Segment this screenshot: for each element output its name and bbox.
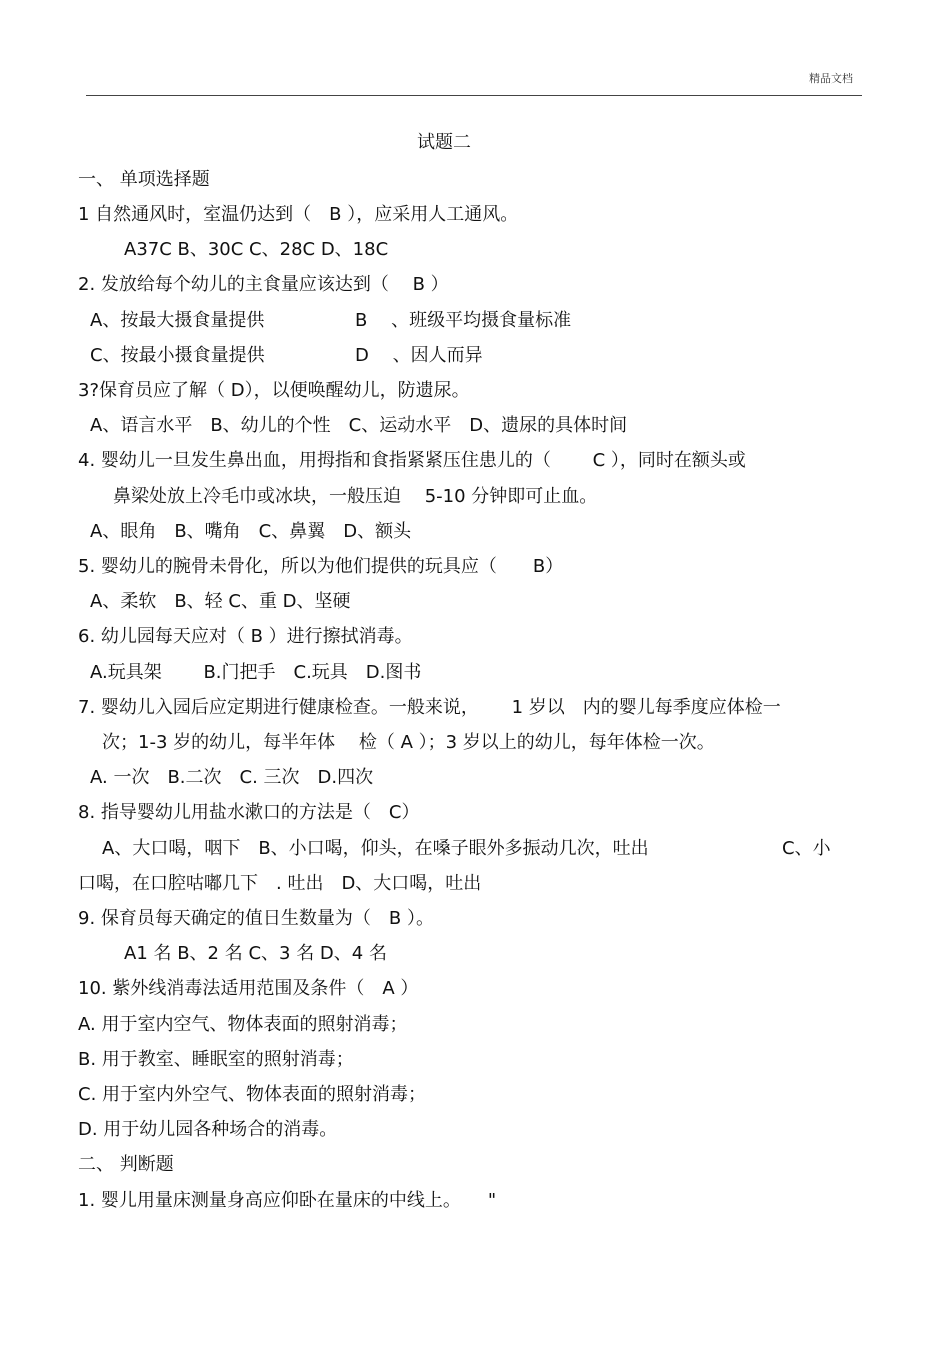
question-8-options: A、大口喝，咽下 B、小口喝，仰头，在嗓子眼外多振动几次，吐出 bbox=[102, 838, 649, 859]
page-title: 试题二 bbox=[417, 132, 471, 153]
question-9-options: A1 名 B、2 名 C、3 名 D、4 名 bbox=[124, 943, 387, 964]
question-7-options: A. 一次 B.二次 C. 三次 D.四次 bbox=[90, 767, 374, 788]
question-2-option-b: B 、班级平均摄食量标准 bbox=[355, 310, 572, 331]
section-heading-true-false: 二、 判断题 bbox=[78, 1154, 174, 1175]
question-1: 1 自然通风时，室温仍达到（ B ），应采用人工通风。 bbox=[78, 204, 519, 225]
question-3: 3?保育员应了解（ D），以便唤醒幼儿，防遗尿。 bbox=[78, 380, 470, 401]
question-2-option-d: D 、因人而异 bbox=[355, 345, 483, 366]
question-9: 9. 保育员每天确定的值日生数量为（ B ）。 bbox=[78, 908, 434, 929]
question-2: 2. 发放给每个幼儿的主食量应该达到（ B ） bbox=[78, 274, 449, 295]
question-2-option-a: A、按最大摄食量提供 bbox=[90, 310, 265, 331]
question-6-options: A.玩具架 B.门把手 C.玩具 D.图书 bbox=[90, 662, 422, 683]
judgement-1: 1. 婴儿用量床测量身高应仰卧在量床的中线上。 " bbox=[78, 1190, 497, 1211]
question-10-option-b: B. 用于教室、睡眠室的照射消毒； bbox=[78, 1049, 354, 1070]
question-10-option-c: C. 用于室内外空气、物体表面的照射消毒； bbox=[78, 1084, 427, 1105]
page-header-label: 精品文档 bbox=[809, 72, 853, 85]
question-10-option-a: A. 用于室内空气、物体表面的照射消毒； bbox=[78, 1014, 408, 1035]
question-5: 5. 婴幼儿的腕骨未骨化，所以为他们提供的玩具应（ B） bbox=[78, 556, 564, 577]
question-7-continued: 次；1-3 岁的幼儿，每半年体 检（ A ）；3 岁以上的幼儿，每年体检一次。 bbox=[102, 732, 715, 753]
question-8: 8. 指导婴幼儿用盐水漱口的方法是（ C） bbox=[78, 802, 420, 823]
question-4: 4. 婴幼儿一旦发生鼻出血，用拇指和食指紧紧压住患儿的（ C ），同时在额头或 bbox=[78, 450, 746, 471]
question-4-continued: 鼻梁处放上冷毛巾或冰块，一般压迫 5-10 分钟即可止血。 bbox=[113, 486, 598, 507]
section-heading-single-choice: 一、 单项选择题 bbox=[78, 169, 210, 190]
question-3-options: A、语言水平 B、幼儿的个性 C、运动水平 D、遗尿的具体时间 bbox=[90, 415, 628, 436]
question-1-options: A37C B、30C C、28C D、18C bbox=[124, 239, 389, 260]
question-4-options: A、眼角 B、嘴角 C、鼻翼 D、额头 bbox=[90, 521, 412, 542]
question-5-options: A、柔软 B、轻 C、重 D、坚硬 bbox=[90, 591, 351, 612]
question-10: 10. 紫外线消毒法适用范围及条件（ A ） bbox=[78, 978, 419, 999]
question-8-continued: 口喝，在口腔咕嘟几下 . 吐出 D、大口喝，吐出 bbox=[78, 873, 482, 894]
question-2-option-c: C、按最小摄食量提供 bbox=[90, 345, 265, 366]
question-7: 7. 婴幼儿入园后应定期进行健康检查。一般来说， 1 岁以 内的婴儿每季度应体检一 bbox=[78, 697, 781, 718]
question-6: 6. 幼儿园每天应对（ B ）进行擦拭消毒。 bbox=[78, 626, 413, 647]
header-divider bbox=[86, 95, 862, 96]
question-10-option-d: D. 用于幼儿园各种场合的消毒。 bbox=[78, 1119, 338, 1140]
question-8-option-c-start: C、小 bbox=[782, 838, 831, 859]
